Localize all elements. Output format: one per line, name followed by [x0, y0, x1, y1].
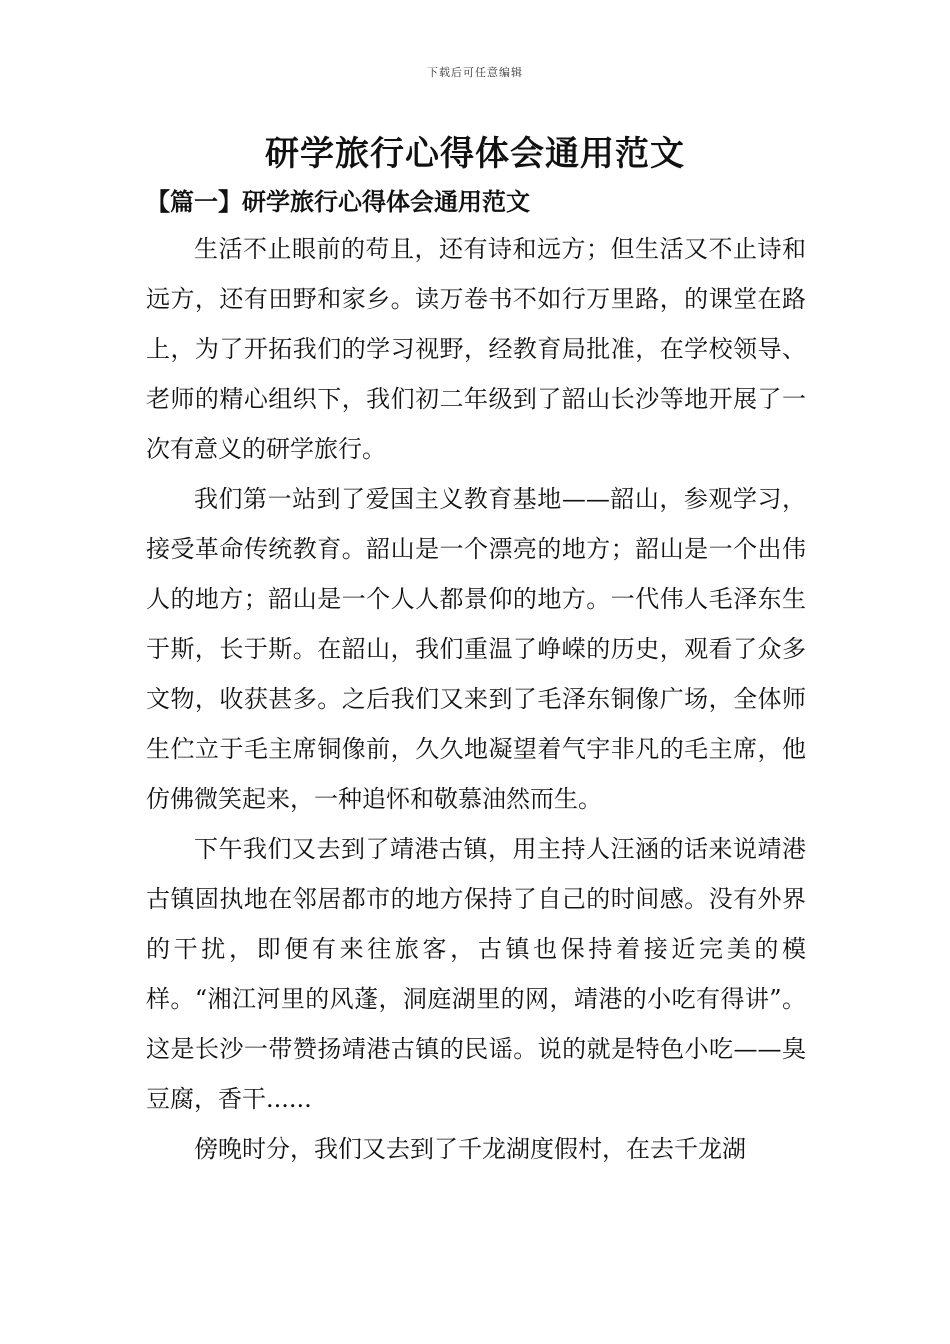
section-heading: 【篇一】研学旅行心得体会通用范文 — [146, 187, 530, 216]
paragraph: 我们第一站到了爱国主义教育基地——韶山，参观学习，接受革命传统教育。韶山是一个漂亮的地方；韶山是一个出伟人的地方；韶山是一个人人都景仰的地方。一代伟人毛泽东生于斯，长于斯。在韶山，我们重温了峥嵘的历史，观看了众多文物，收获甚多。之后我们又来到了毛泽东铜像广场，全体师生伫立于毛主席铜像前，久久地凝望着气宇非凡的毛主席，他仿佛微笑起来，一种追怀和敬慕油然而生。 — [146, 485, 806, 813]
article-body — [146, 224, 806, 1174]
header-note: 下载后可任意编辑 — [427, 66, 523, 79]
paragraph: 傍晚时分，我们又去到了千龙湖度假村，在去千龙湖 — [194, 1135, 746, 1163]
paragraph: 生活不止眼前的苟且，还有诗和远方；但生活又不止诗和远方，还有田野和家乡。读万卷书不如行万里路，的课堂在路上，为了开拓我们的学习视野，经教育局批准，在学校领导、老师的精心组织下，我们初二年级到了韶山长沙等地开展了一次有意义的研学旅行。 — [146, 235, 806, 463]
document-title: 研学旅行心得体会通用范文 — [265, 134, 685, 174]
paragraph: 下午我们又去到了靖港古镇，用主持人汪涵的话来说靖港古镇固执地在邻居都市的地方保持了自己的时间感。没有外界的干扰，即便有来往旅客，古镇也保持着接近完美的模样。“湘江河里的风蓬，洞庭湖里的网，靖港的小吃有得讲”。这是长沙一带赞扬靖港古镇的民谣。说的就是特色小吃——臭豆腐，香干...... — [146, 835, 806, 1113]
